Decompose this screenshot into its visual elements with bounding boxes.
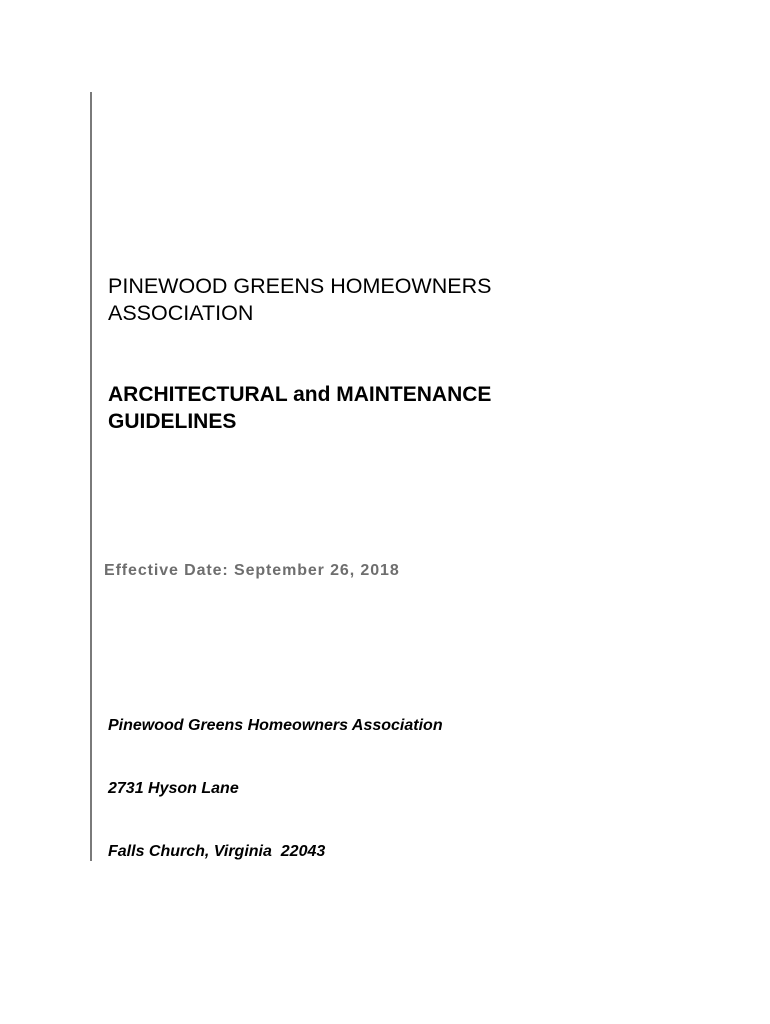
address-street: 2731 Hyson Lane — [108, 780, 239, 797]
effective-date: Effective Date: September 26, 2018 — [104, 562, 400, 579]
document-title-line: ARCHITECTURAL and MAINTENANCE — [108, 383, 492, 406]
organization-title-line: PINEWOOD GREENS HOMEOWNERS — [108, 274, 492, 298]
address-block — [108, 673, 443, 904]
address-city: Falls Church, Virginia 22043 — [108, 843, 326, 860]
address-organization: Pinewood Greens Homeowners Association — [108, 717, 443, 734]
organization-title — [108, 273, 491, 327]
margin-rule — [90, 92, 92, 861]
document-title-line: GUIDELINES — [108, 410, 237, 433]
organization-title-line: ASSOCIATION — [108, 301, 254, 325]
document-title — [108, 381, 491, 435]
